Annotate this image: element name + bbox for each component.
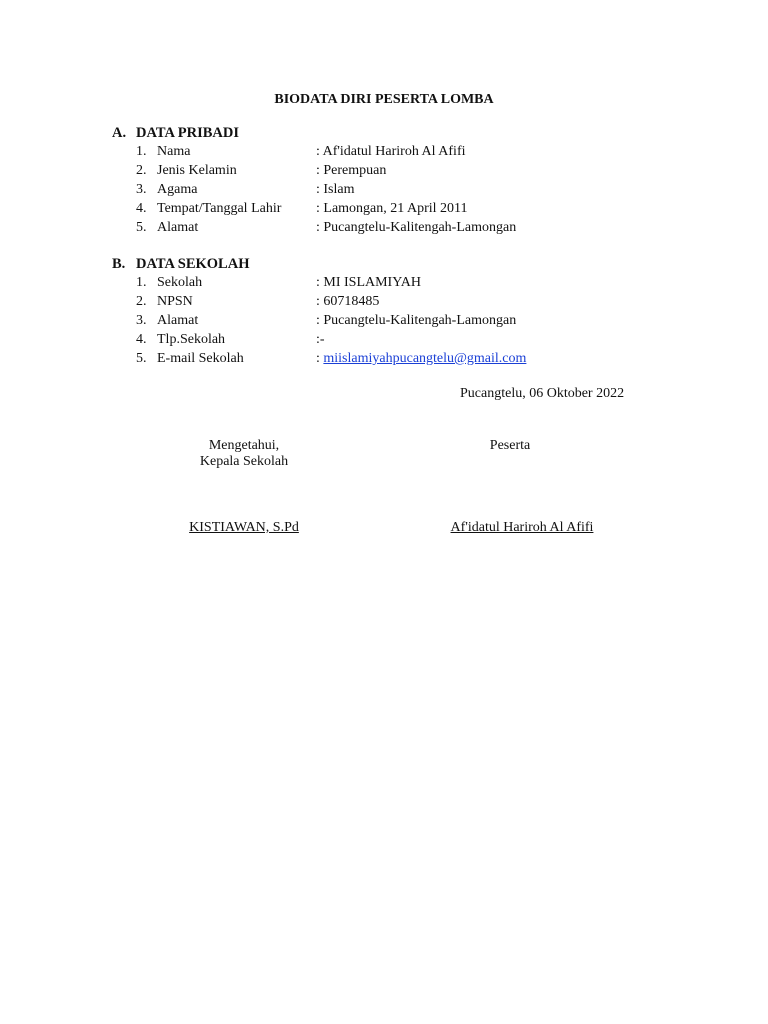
section-a-letter: A. [112,125,127,141]
list-item [136,218,517,237]
headmaster-name: KISTIAWAN, S.Pd [189,520,299,535]
right-signature-line1: Peserta [489,438,531,453]
field-label: Alamat [157,220,199,235]
field-label: Nama [157,144,191,159]
item-number: 1. [136,144,147,159]
participant-name: Af'idatul Hariroh Al Afifi [450,520,594,535]
field-value: : Pucangtelu-Kalitengah-Lamongan [316,313,517,328]
left-signature-line1: Mengetahui, [208,438,280,453]
field-value: : MI ISLAMIYAH [316,275,421,290]
document-title: BIODATA DIRI PESERTA LOMBA [274,92,494,107]
item-number: 3. [136,182,147,197]
list-item [136,273,421,292]
section-b-heading [112,256,249,273]
field-value: : Af'idatul Hariroh Al Afifi [316,144,466,159]
field-value: : Pucangtelu-Kalitengah-Lamongan [316,220,517,235]
list-item [136,292,380,311]
list-item [136,330,325,349]
field-value: : Islam [316,182,355,197]
field-label: Sekolah [157,275,203,290]
section-b-title: DATA SEKOLAH [136,256,250,272]
list-item [136,349,527,368]
field-value: :- [316,332,325,347]
email-prefix: : [316,351,324,366]
left-signature-block [164,438,324,470]
left-signature-line2: Kepala Sekolah [199,454,289,469]
item-number: 1. [136,275,147,290]
item-number: 4. [136,332,147,347]
item-number: 5. [136,351,147,366]
field-label: Agama [157,182,198,197]
field-value: : 60718485 [316,294,380,309]
field-label: Tlp.Sekolah [157,332,226,347]
list-item [136,161,387,180]
section-a-heading [112,125,239,142]
list-item [136,180,355,199]
field-label: NPSN [157,294,193,309]
list-item [136,311,517,330]
email-link[interactable]: miislamiyahpucangtelu@gmail.com [323,351,527,366]
field-label: Jenis Kelamin [157,163,237,178]
section-b-letter: B. [112,256,126,272]
item-number: 4. [136,201,147,216]
field-value [316,349,526,368]
item-number: 2. [136,163,147,178]
place-date: Pucangtelu, 06 Oktober 2022 [460,386,625,401]
right-signature-block [430,438,590,454]
field-value: : Lamongan, 21 April 2011 [316,201,468,216]
field-value: : Perempuan [316,163,387,178]
field-label: Tempat/Tanggal Lahir [157,201,282,216]
field-label: E-mail Sekolah [157,351,244,366]
list-item [136,142,466,161]
field-label: Alamat [157,313,199,328]
item-number: 2. [136,294,147,309]
item-number: 5. [136,220,147,235]
section-a-title: DATA PRIBADI [136,125,239,141]
list-item [136,199,468,218]
item-number: 3. [136,313,147,328]
